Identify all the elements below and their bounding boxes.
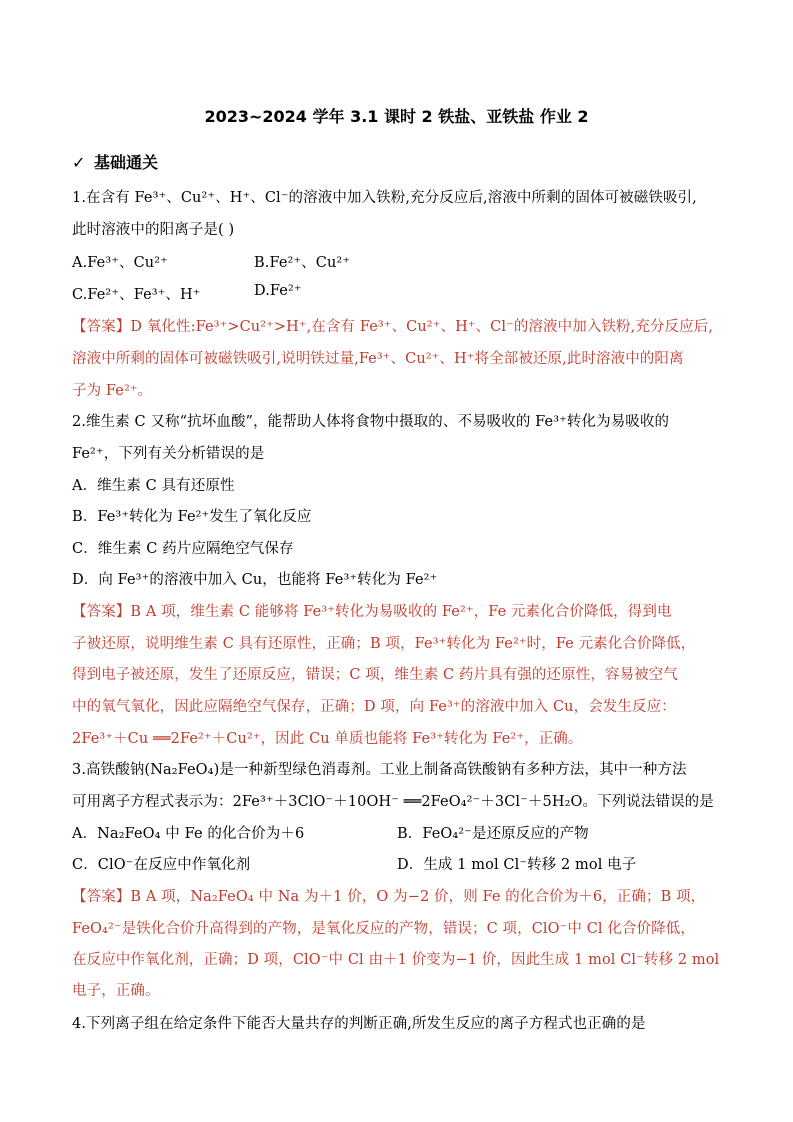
line-text: 3.高铁酸钠(Na₂FeO₄)是一种新型绿色消毒剂。工业上制备高铁酸钠有多种方法，其中一种方法 xyxy=(72,762,687,778)
answer-line xyxy=(72,885,728,906)
line-text: A．Na₂FeO₄ 中 Fe 的化合价为＋6 xyxy=(72,826,305,842)
checkmark-icon: ✓ xyxy=(72,153,86,172)
line-text: 在反应中作氧化剂，正确；D 项，ClO⁻中 Cl 由＋1 价变为−1 价，因此生成 1 mol Cl⁻转移 2 mol xyxy=(72,952,720,968)
line-text: C.Fe²⁺、Fe³⁺、H⁺ xyxy=(72,287,201,303)
line-text: FeO₄²⁻是铁化合价升高得到的产物，是氧化反应的产物，错误；C 项，ClO⁻中 Cl 化合价降低， xyxy=(72,921,695,937)
line-text: 得到电子被还原，发生了还原反应，错误；C 项，维生素 C 药片具有强的还原性，容易被空气 xyxy=(72,667,678,683)
line-text: 子为 Fe²⁺。 xyxy=(72,383,153,399)
line-text: A.Fe³⁺、Cu²⁺ xyxy=(72,255,168,271)
answer-line xyxy=(72,663,728,684)
question-line xyxy=(72,410,728,431)
line-text: C．维生素 C 药片应隔绝空气保存 xyxy=(72,541,294,557)
question-line xyxy=(72,251,728,272)
answer-line xyxy=(72,632,728,653)
question-line xyxy=(72,1012,728,1033)
line-text: Fe²⁺，下列有关分析错误的是 xyxy=(72,446,265,462)
question-line xyxy=(72,218,728,239)
answer-line xyxy=(72,600,728,621)
document-title: 2023~2024 学年 3.1 课时 2 铁盐、亚铁盐 作业 2 xyxy=(204,107,589,126)
question-line xyxy=(72,822,728,843)
answer-line xyxy=(72,979,728,1000)
answer-line xyxy=(72,727,728,748)
line-text: 4.下列离子组在给定条件下能否大量共存的判断正确,所发生反应的离子方程式也正确的是 xyxy=(72,1016,646,1032)
line-text: B．Fe³⁺转化为 Fe²⁺发生了氧化反应 xyxy=(72,509,312,525)
question-line xyxy=(72,505,728,526)
line-text-option: D．生成 1 mol Cl⁻转移 2 mol 电子 xyxy=(397,857,637,873)
line-text: 溶液中所剩的固体可被磁铁吸引,说明铁过量,Fe³⁺、Cu²⁺、H⁺将全部被还原,此时溶液中的阳离 xyxy=(72,351,684,367)
question-line xyxy=(72,537,728,558)
answer-line xyxy=(72,917,728,938)
line-text: 2Fe³⁺＋Cu ══2Fe²⁺＋Cu²⁺，因此 Cu 单质也能将 Fe³⁺转化为 Fe²⁺，正确。 xyxy=(72,731,583,747)
line-text: 可用离子方程式表示为：2Fe³⁺＋3ClO⁻＋10OH⁻ ══2FeO₄²⁻＋3Cl⁻＋5H₂O。下列说法错误的是 xyxy=(72,794,714,810)
line-text: 2.维生素 C 又称“抗坏血酸”，能帮助人体将食物中摄取的、不易吸收的 Fe³⁺转化为易吸收的 xyxy=(72,414,670,430)
line-text: 电子，正确。 xyxy=(72,983,160,999)
section-label: 基础通关 xyxy=(94,153,159,172)
line-text: 【答案】B A 项，Na₂FeO₄ 中 Na 为＋1 价，O 为−2 价，则 Fe 的化合价为＋6，正确；B 项， xyxy=(72,889,706,905)
question-line xyxy=(72,186,728,207)
line-text: 【答案】B A 项，维生素 C 能够将 Fe³⁺转化为易吸收的 Fe²⁺，Fe 元素化合价降低，得到电 xyxy=(72,604,672,620)
line-text: 此时溶液中的阳离子是( ) xyxy=(72,222,235,238)
question-line xyxy=(72,758,728,779)
line-text: D．向 Fe³⁺的溶液中加入 Cu，也能将 Fe³⁺转化为 Fe²⁺ xyxy=(72,572,438,588)
line-text: 中的氧气氧化，因此应隔绝空气保存，正确；D 项，向 Fe³⁺的溶液中加入 Cu，会发生反应： xyxy=(72,699,676,715)
line-text: A．维生素 C 具有还原性 xyxy=(72,478,235,494)
answer-line xyxy=(72,379,728,400)
line-text-option: B．FeO₄²⁻是还原反应的产物 xyxy=(397,826,589,842)
question-line xyxy=(72,853,728,874)
line-text-option: D.Fe²⁺ xyxy=(254,283,302,299)
answer-line xyxy=(72,347,728,368)
line-text: 1.在含有 Fe³⁺、Cu²⁺、H⁺、Cl⁻的溶液中加入铁粉,充分反应后,溶液中所剩的固体可被磁铁吸引, xyxy=(72,190,697,206)
line-text: 子被还原，说明维生素 C 具有还原性，正确；B 项，Fe³⁺转化为 Fe²⁺时，Fe 元素化合价降低， xyxy=(72,636,696,652)
question-line xyxy=(72,474,728,495)
line-text: 【答案】D 氧化性:Fe³⁺>Cu²⁺>H⁺,在含有 Fe³⁺、Cu²⁺、H⁺、Cl⁻的溶液中加入铁粉,充分反应后, xyxy=(72,319,714,335)
line-text: C．ClO⁻在反应中作氧化剂 xyxy=(72,857,251,873)
answer-line xyxy=(72,315,728,336)
line-text-option: B.Fe²⁺、Cu²⁺ xyxy=(254,255,351,271)
question-line xyxy=(72,790,728,811)
answer-line xyxy=(72,948,728,969)
question-line xyxy=(72,283,728,304)
section-heading xyxy=(72,150,158,173)
answer-line xyxy=(72,695,728,716)
question-line xyxy=(72,568,728,589)
question-line xyxy=(72,442,728,463)
